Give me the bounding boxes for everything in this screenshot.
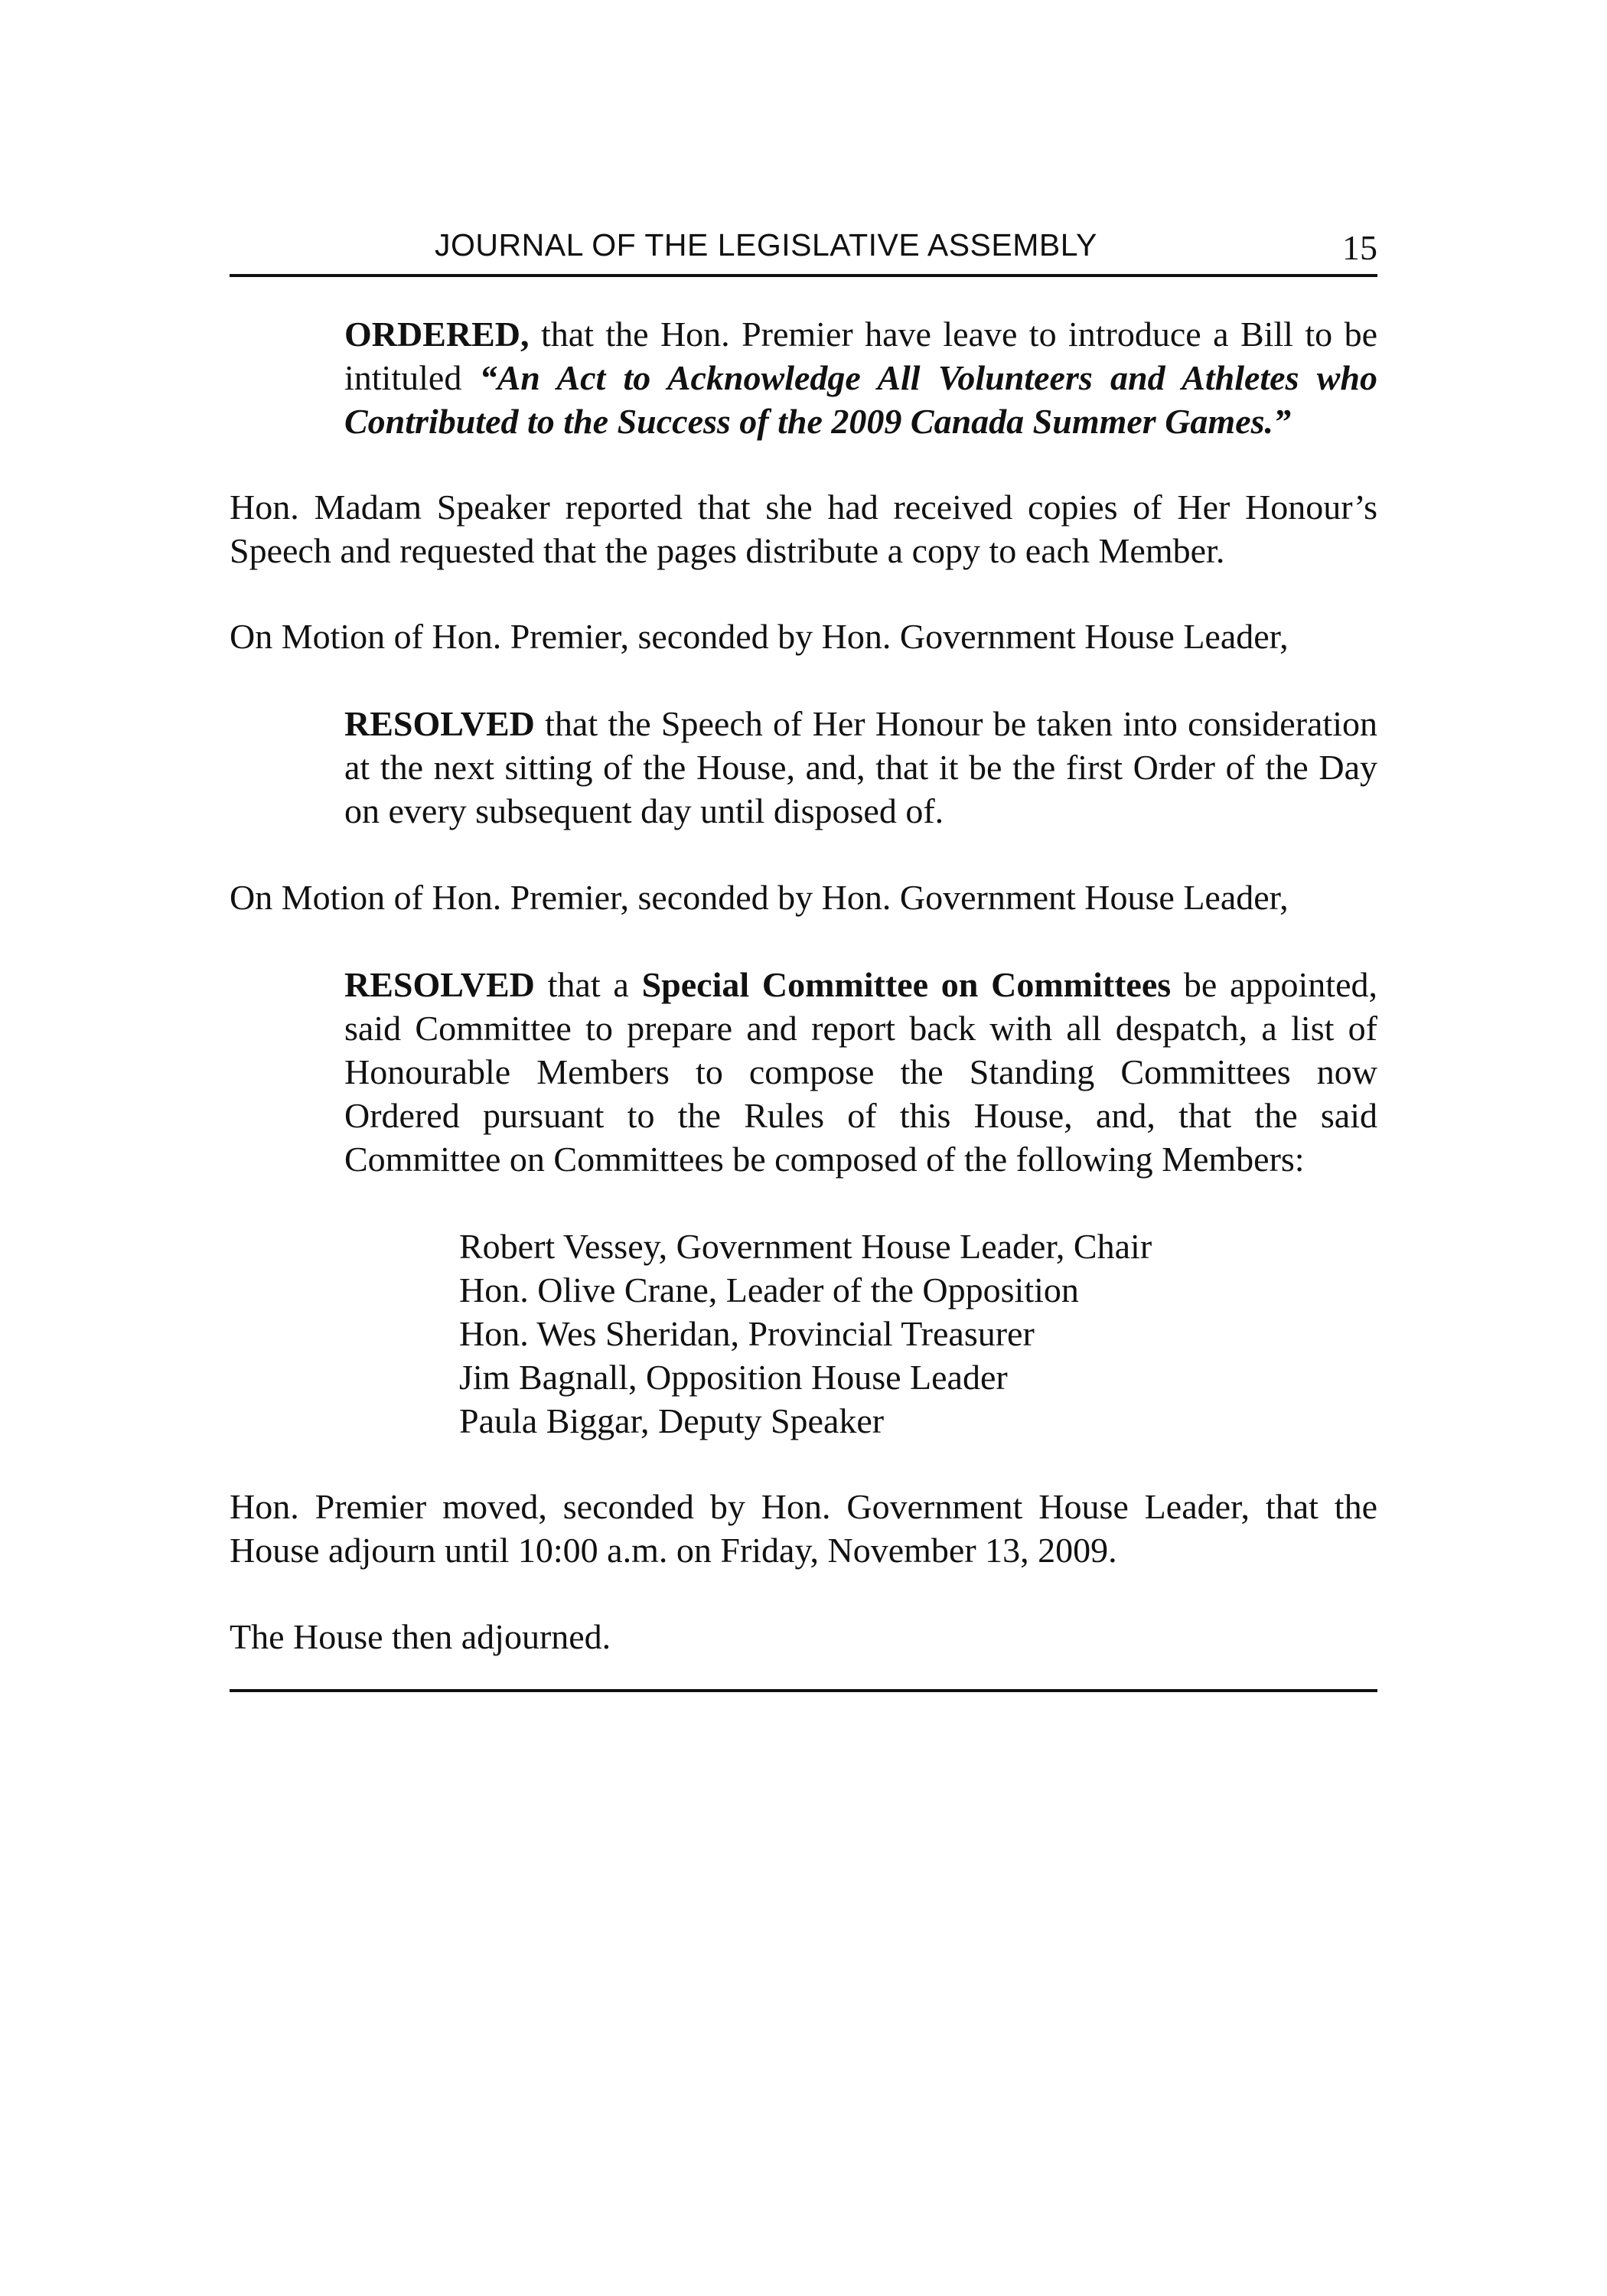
member-item: Jim Bagnall, Opposition House Leader: [459, 1358, 1008, 1397]
resolved-text-2b: be appointed, said Committee to prepare and report back with all despatch, a list of Honourable Members to compose the Standing Committees now Ordered pursuant to the Rules of this House, and, that the said Committee on Committees be composed of the following Members:: [344, 965, 1377, 1179]
ordered-text: that the Hon. Premier have leave to introduce a Bill to be intituled: [344, 315, 1377, 397]
running-header: [230, 222, 1377, 277]
resolved-text-2a: that a: [534, 965, 642, 1004]
page-number: 15: [1342, 228, 1377, 267]
committee-name: Special Committee on Committees: [641, 965, 1172, 1004]
ordered-paragraph: [344, 312, 1377, 443]
resolved-paragraph-1: [344, 702, 1377, 833]
journal-page: [230, 222, 1377, 2135]
bill-title: “An Act to Acknowledge All Volunteers and Athletes who Contributed to the Success of the 2009 Canada Summer Games.”: [344, 358, 1378, 441]
adjourn-motion-paragraph: Hon. Premier moved, seconded by Hon. Government House Leader, that the House adjourn until 10:00 a.m. on Friday, November 13, 2009.: [230, 1487, 1377, 1570]
resolved-paragraph-2: [344, 963, 1377, 1181]
member-item: Hon. Olive Crane, Leader of the Opposition: [459, 1270, 1079, 1309]
committee-members-list: [459, 1225, 1377, 1443]
speaker-report-paragraph: Hon. Madam Speaker reported that she had received copies of Her Honour’s Speech and requested that the pages distribute a copy to each Member.: [230, 488, 1377, 570]
member-item: Paula Biggar, Deputy Speaker: [459, 1401, 885, 1440]
member-item: Robert Vessey, Government House Leader, Chair: [459, 1227, 1152, 1266]
adjourned-paragraph: The House then adjourned.: [230, 1617, 611, 1656]
resolved-keyword-1: RESOLVED: [344, 704, 535, 743]
motion-paragraph-1: On Motion of Hon. Premier, seconded by Hon. Government House Leader,: [230, 617, 1289, 656]
closing-rule: [230, 1689, 1377, 1692]
motion-paragraph-2: On Motion of Hon. Premier, seconded by Hon. Government House Leader,: [230, 878, 1289, 917]
member-item: Hon. Wes Sheridan, Provincial Treasurer: [459, 1314, 1035, 1353]
ordered-keyword: ORDERED,: [344, 315, 530, 354]
resolved-keyword-2: RESOLVED: [344, 965, 535, 1004]
journal-title: JOURNAL OF THE LEGISLATIVE ASSEMBLY: [435, 227, 1097, 263]
resolved-text-1: that the Speech of Her Honour be taken into consideration at the next sitting of the House, and, that it be the first Order of the Day on every subsequent day until disposed of.: [344, 704, 1377, 830]
